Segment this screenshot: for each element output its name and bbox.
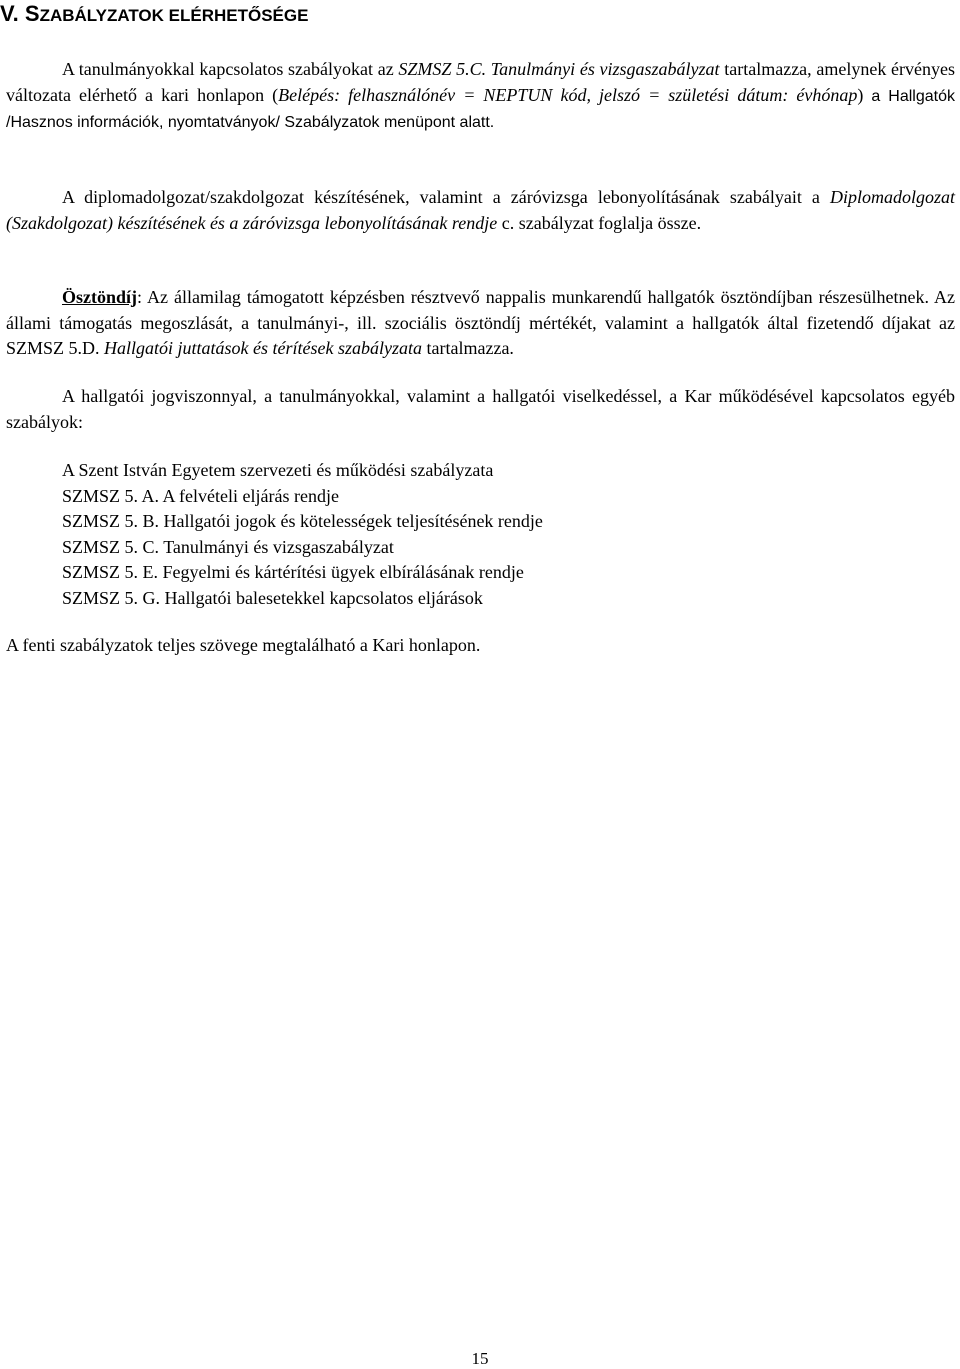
p1-text-e: ) xyxy=(857,84,872,105)
paragraph-thesis-rules xyxy=(6,185,955,236)
p1-menu-path: a Hallgatók /Hasznos információk, nyomtatványok/ Szabályzatok menüpont alatt. xyxy=(6,87,955,131)
p1-regulation-ref: SZMSZ 5.C. Tanulmányi és vizsgaszabályzat xyxy=(398,59,720,79)
page-number: 15 xyxy=(471,1349,489,1368)
section-title-initial: V. S xyxy=(0,1,40,26)
scholarship-label: Ösztöndíj xyxy=(62,287,138,307)
list-item: SZMSZ 5. C. Tanulmányi és vizsgaszabályzat xyxy=(62,536,394,557)
list-item: A Szent István Egyetem szervezeti és működési szabályzata xyxy=(62,460,494,480)
paragraph-rules-availability xyxy=(6,57,955,136)
p1-login-info: Belépés: felhasználónév = NEPTUN kód, jelszó = születési dátum: évhónap xyxy=(278,84,858,105)
list-item: SZMSZ 5. E. Fegyelmi és kártérítési ügyek elbírálásának rendje xyxy=(62,562,524,582)
paragraph-scholarship xyxy=(6,285,955,362)
list-item: SZMSZ 5. A. A felvételi eljárás rendje xyxy=(62,485,339,506)
p3-text-a: : Az államilag támogatott képzésben résztvevő nappalis munkarendű hallgatók ösztöndíjban részesülhetnek. Az állami támogatás megoszlását, a tanulmányi-, ill. szociális ösztöndíj mértékét, valamint a hallgatók által fizetendő díjakat az SZMSZ 5.D. xyxy=(6,287,955,358)
p1-text-c: tartalmazza, amelynek érvényes változata elérhető a kari honlapon ( xyxy=(6,59,956,105)
paragraph-full-text-location: A fenti szabályzatok teljes szövege megtalálható a Kari honlapon. xyxy=(6,635,481,655)
p3-text-c: tartalmazza. xyxy=(422,338,514,358)
list-item: SZMSZ 5. B. Hallgatói jogok és kötelességek teljesítésének rendje xyxy=(62,511,543,531)
section-title-rest: ZABÁLYZATOK ELÉRHETŐSÉGE xyxy=(39,6,309,25)
p3-benefits-regulation: Hallgatói juttatások és térítések szabályzata xyxy=(104,338,422,358)
p1-text-a: A tanulmányokkal kapcsolatos szabályokat az xyxy=(62,59,399,79)
section-title xyxy=(0,0,308,30)
p2-text-c: c. szabályzat foglalja össze. xyxy=(497,212,702,233)
p2-text-a: A diplomadolgozat/szakdolgozat készítésének, valamint a záróvizsga lebonyolításának szabályait a xyxy=(62,187,830,207)
paragraph-other-rules: A hallgatói jogviszonnyal, a tanulmányokkal, valamint a hallgatói viselkedéssel, a Kar működésével kapcsolatos egyéb szabályok: xyxy=(6,386,955,432)
regulations-list xyxy=(62,458,543,611)
list-item: SZMSZ 5. G. Hallgatói balesetekkel kapcsolatos eljárások xyxy=(62,587,483,608)
p2-thesis-regulation: Diplomadolgozat (Szakdolgozat) készítésének és a záróvizsga lebonyolításának rendje xyxy=(6,187,955,233)
